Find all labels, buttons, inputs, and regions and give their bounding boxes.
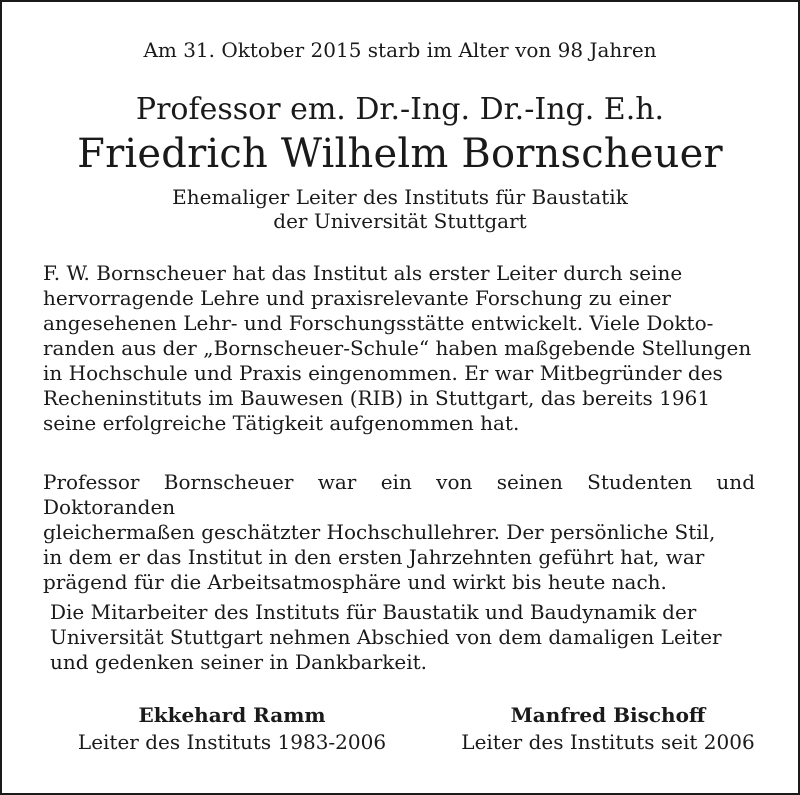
signatory-role: Leiter des Instituts 1983-2006 bbox=[77, 730, 387, 754]
signatory-role: Leiter des Instituts seit 2006 bbox=[461, 730, 755, 754]
paragraph-line: gleichermaßen geschätzter Hochschullehrer. Der persönliche Stil, bbox=[43, 520, 716, 544]
deceased-name: Friedrich Wilhelm Bornscheuer bbox=[77, 131, 723, 177]
paragraph-line: seine erfolgreiche Tätigkeit aufgenommen hat. bbox=[43, 411, 520, 435]
farewell-paragraph bbox=[50, 600, 756, 675]
academic-title: Professor em. Dr.-Ing. Dr.-Ing. E.h. bbox=[135, 92, 665, 127]
signatory-name: Ekkehard Ramm bbox=[138, 703, 326, 727]
paragraph-line: in dem er das Institut in den ersten Jahrzehnten geführt hat, war bbox=[43, 545, 705, 569]
paragraph-line: angesehenen Lehr- und Forschungsstätte entwickelt. Viele Dokto- bbox=[43, 311, 714, 335]
signature-block-right bbox=[428, 702, 788, 756]
paragraph-line: Professor Bornscheuer war ein von seinen Studenten und Doktoranden bbox=[43, 470, 755, 519]
paragraph-line: Universität Stuttgart nehmen Abschied von dem damaligen Leiter bbox=[50, 625, 722, 649]
tribute-paragraph-1 bbox=[43, 261, 755, 436]
paragraph-line: Die Mitarbeiter des Instituts für Baustatik und Baudynamik der bbox=[50, 600, 697, 624]
death-announcement-line: Am 31. Oktober 2015 starb im Alter von 98 Jahren bbox=[143, 38, 657, 62]
paragraph-line: und gedenken seiner in Dankbarkeit. bbox=[50, 650, 428, 674]
paragraph-line: in Hochschule und Praxis eingenommen. Er war Mitbegründer des bbox=[43, 361, 723, 385]
tribute-paragraph-2 bbox=[43, 470, 755, 595]
signatory-name: Manfred Bischoff bbox=[510, 703, 706, 727]
former-role-line-1: Ehemaliger Leiter des Instituts für Baustatik bbox=[172, 185, 628, 209]
signature-block-left bbox=[52, 702, 412, 756]
paragraph-line: hervorragende Lehre und praxisrelevante Forschung zu einer bbox=[43, 286, 671, 310]
paragraph-line: randen aus der „Bornscheuer-Schule“ haben maßgebende Stellungen bbox=[43, 336, 752, 360]
paragraph-line: prägend für die Arbeitsatmosphäre und wirkt bis heute nach. bbox=[43, 570, 667, 594]
paragraph-line: F. W. Bornscheuer hat das Institut als erster Leiter durch seine bbox=[43, 261, 683, 285]
former-role-line-2: der Universität Stuttgart bbox=[273, 209, 527, 233]
paragraph-line: Recheninstituts im Bauwesen (RIB) in Stuttgart, das bereits 1961 bbox=[43, 386, 711, 410]
